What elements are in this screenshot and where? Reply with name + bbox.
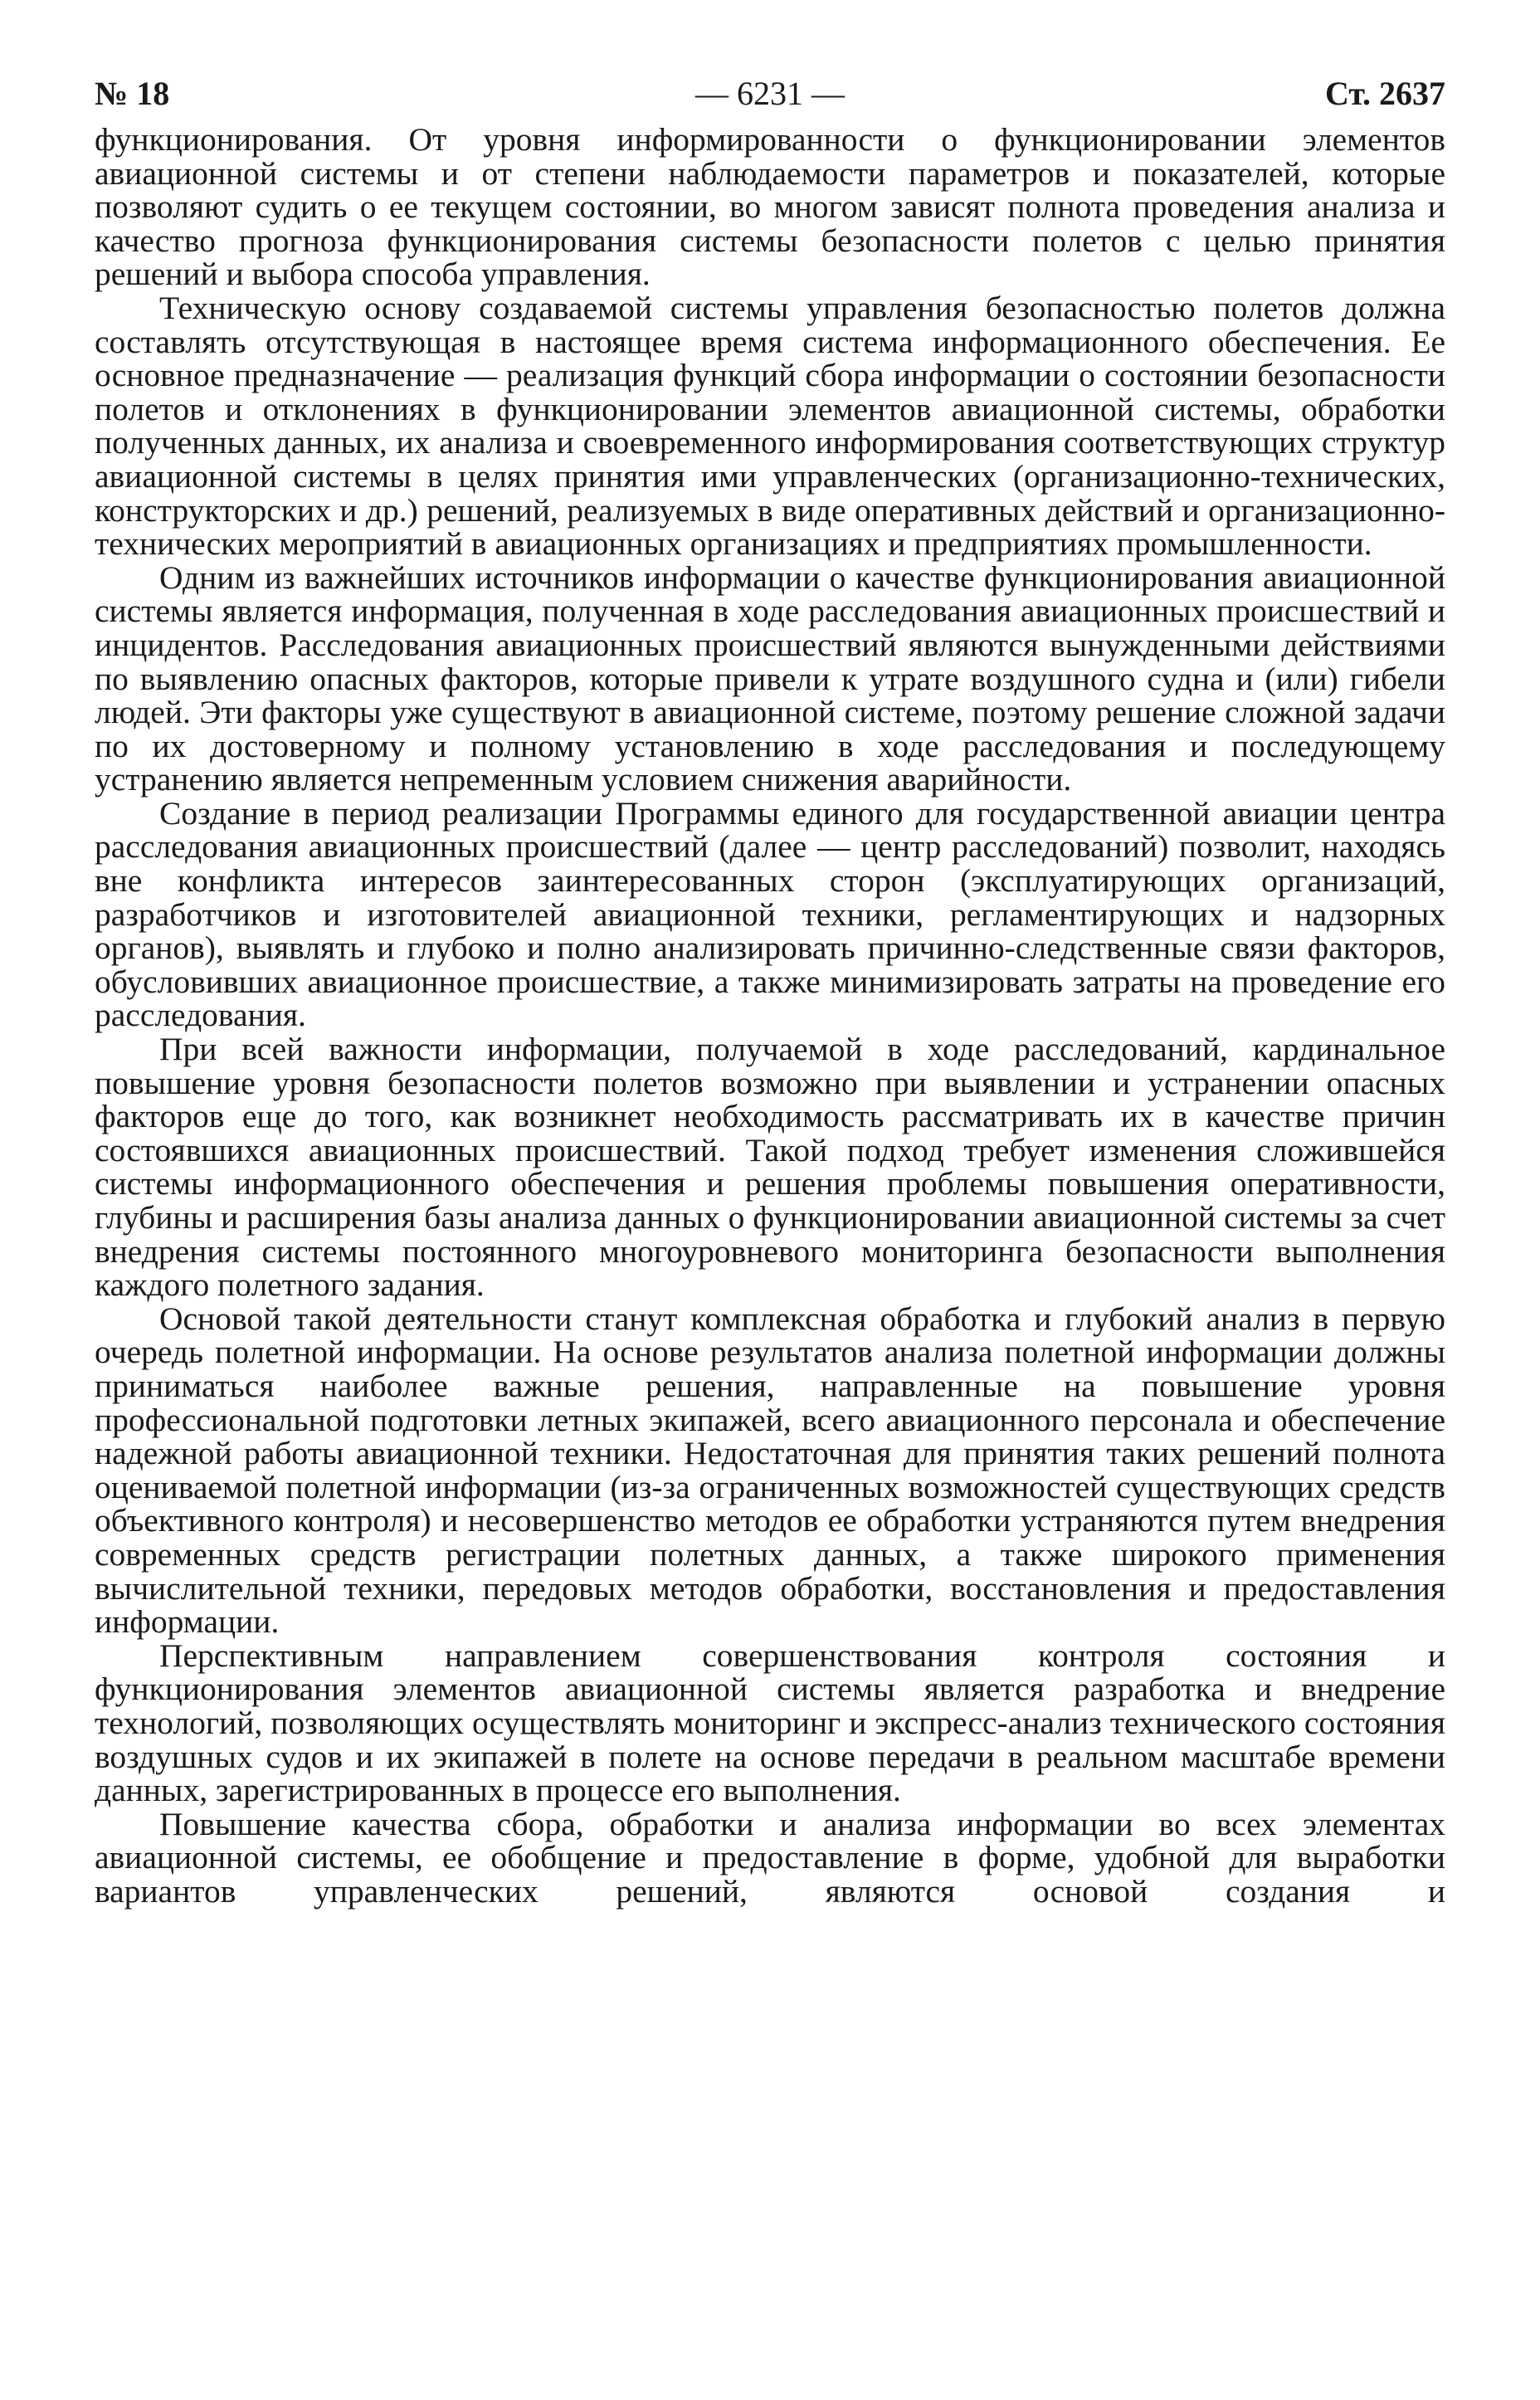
page-header (95, 71, 1445, 123)
issue-number: № 18 (95, 75, 170, 112)
paragraph-6: Основой такой деятельности станут комплексная обработка и глубокий анализ в первую очередь полетной информации. На основе результатов анализа полетной информации должны приниматься наиболее важные решения, направленные на повышение уровня профессиональной подготовки летных экипажей, всего авиационного персонала и обеспечение надежной работы авиационной техники. Недостаточная для принятия таких решений полнота оцениваемой полетной информации (из-за ограниченных возможностей существующих средств объективного контроля) и несовершенство методов ее обработки устраняются путем внедрения современных средств регистрации полетных данных, а также широкого применения вычислительной техники, передовых методов обработки, восстановления и предоставления информации. (95, 1300, 1445, 1641)
paragraph-7: Перспективным направлением совершенствования контроля состояния и функционирования элементов авиационной системы является разработка и внедрение технологий, позволяющих осуществлять мониторинг и экспресс-анализ технического состояния воздушных судов и их экипажей в полете на основе передачи в реальном масштабе времени данных, зарегистрированных в процессе его выполнения. (95, 1637, 1445, 1809)
document-body (95, 123, 1445, 1908)
paragraph-3: Одним из важнейших источников информации о качестве функционирования авиационной системы является информация, полученная в ходе расследования авиационных происшествий и инцидентов. Расследования авиационных происшествий являются вынужденными действиями по выявлению опасных факторов, которые привели к утрате воздушного судна и (или) гибели людей. Эти факторы уже существуют в авиационной системе, поэтому решение сложной задачи по их достоверному и полному установлению в ходе расследования и последующему устранению является непременным условием снижения аварийности. (95, 559, 1445, 798)
page-number: — 6231 — (695, 75, 845, 112)
document-page (95, 71, 1445, 1908)
paragraph-4: Создание в период реализации Программы единого для государственной авиации центра расследования авиационных происшествий (далее — центр расследований) позволит, находясь вне конфликта интересов заинтересованных сторон (эксплуатирующих организаций, разработчиков и изготовителей авиационной техники, регламентирующих и надзорных органов), выявлять и глубоко и полно анализировать причинно-следственные связи факторов, обусловивших авиационное происшествие, а также минимизировать затраты на проведение его расследования. (95, 794, 1445, 1034)
paragraph-8: Повышение качества сбора, обработки и анализа информации во всех элементах авиационной системы, ее обобщение и предоставление в форме, удобной для выработки вариантов управленческих решений, являются основой создания и (95, 1805, 1445, 1910)
article-number: Ст. 2637 (1325, 75, 1445, 112)
paragraph-1: функционирования. От уровня информированности о функционировании элементов авиационной системы и от степени наблюдаемости параметров и показателей, которые позволяют судить о ее текущем состоянии, во многом зависят полнота проведения анализа и качество прогноза функционирования системы безопасности полетов с целью принятия решений и выбора способа управления. (95, 121, 1445, 293)
paragraph-2: Техническую основу создаваемой системы управления безопасностью полетов должна составлять отсутствующая в настоящее время система информационного обеспечения. Ее основное предназначение — реализация функций сбора информации о состоянии безопасности полетов и отклонениях в функционировании элементов авиационной системы, обработки полученных данных, их анализа и своевременного информирования соответствующих структур авиационной системы в целях принятия ими управленческих (организационно-технических, конструкторских и др.) решений, реализуемых в виде оперативных действий и организационно-технических мероприятий в авиационных организациях и предприятиях промышленности. (95, 289, 1445, 563)
paragraph-5: При всей важности информации, получаемой в ходе расследований, кардинальное повышение уровня безопасности полетов возможно при выявлении и устранении опасных факторов еще до того, как возникнет необходимость рассматривать их в качестве причин состоявшихся авиационных происшествий. Такой подход требует изменения сложившейся системы информационного обеспечения и решения проблемы повышения оперативности, глубины и расширения базы анализа данных о функционировании авиационной системы за счет внедрения системы постоянного многоуровневого мониторинга безопасности выполнения каждого полетного задания. (95, 1031, 1445, 1304)
